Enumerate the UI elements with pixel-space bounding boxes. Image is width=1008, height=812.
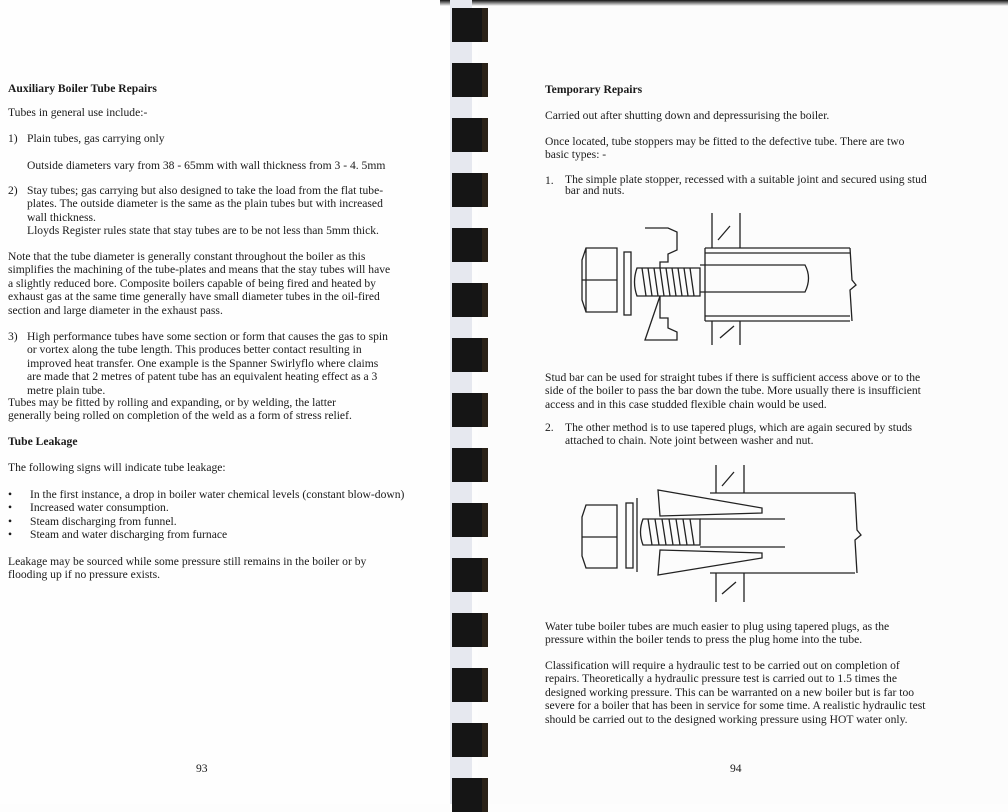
tapered-plug-diagram — [575, 462, 865, 607]
binding-loop — [452, 613, 488, 647]
list-number: 1. — [545, 174, 554, 187]
binding-loop — [452, 448, 488, 482]
binding-loop — [452, 338, 488, 372]
list-item-detail: Outside diameters vary from 38 - 65mm with wall thickness from 3 - 4. 5mm — [27, 159, 386, 172]
list-number: 1) — [8, 132, 18, 145]
list-number: 3) — [8, 330, 18, 343]
list-item: Stay tubes; gas carrying but also designed to take the load from the flat tube-plates. The outside diameter is the same as the plain tubes but with increased wall thickness. — [27, 184, 384, 224]
left-page — [0, 0, 455, 804]
page-edge-shadow — [440, 0, 1008, 6]
list-item: The simple plate stopper, recessed with a suitable joint and secured using stud bar and nuts. — [565, 173, 927, 197]
bullet-list — [8, 488, 428, 542]
paragraph: The following signs will indicate tube leakage: — [8, 461, 226, 474]
paragraph: Tubes in general use include:- — [8, 106, 148, 119]
list-item: • Steam and water discharging from furnace — [8, 528, 428, 541]
list-item: The other method is to use tapered plugs, which are again secured by studs attached to chain. Note joint between washer and nut. — [565, 421, 913, 448]
list-item: High performance tubes have some section or form that causes the gas to spin or vortex along the tube length. This produces better contact resulting in improved heat transfer. One example is the Spanner Swirlyflo where claims are made that 2 metres of patent tube has an equivalent heating effect as a 3 metre plain tube. — [27, 330, 388, 397]
spiral-binding — [448, 0, 488, 804]
paragraph: Tubes may be fitted by rolling and expanding, or by welding, the latter generally being rolled on completion of the weld as a form of stress relief. — [8, 396, 352, 423]
binding-loop — [452, 228, 488, 262]
binding-loop — [452, 668, 488, 702]
nut-shape — [582, 505, 617, 568]
list-number: 2. — [545, 421, 554, 434]
list-item-detail: Lloyds Register rules state that stay tubes are to be not less than 5mm thick. — [27, 224, 379, 237]
tube-shape — [710, 493, 861, 573]
washer-shape — [626, 503, 633, 568]
paragraph: Leakage may be sourced while some pressure still remains in the boiler or by flooding up if no pressure exists. — [8, 555, 367, 582]
list-number: 2) — [8, 184, 18, 197]
stud-bar-shape — [700, 265, 809, 292]
section-heading: Tube Leakage — [8, 435, 78, 448]
binding-loop — [452, 778, 488, 812]
tube-plate-shape — [716, 465, 744, 602]
section-heading: Auxiliary Boiler Tube Repairs — [8, 82, 157, 95]
list-item: • Steam discharging from funnel. — [8, 515, 428, 528]
list-item: Plain tubes, gas carrying only — [27, 132, 165, 145]
thread-lines — [642, 268, 694, 296]
nut-shape — [582, 248, 617, 312]
paragraph: Carried out after shutting down and depressurising the boiler. — [545, 109, 830, 122]
paragraph: Water tube boiler tubes are much easier to plug using tapered plugs, as the pressure within the boiler tends to press the plug home into the tube. — [545, 620, 890, 647]
binding-loop — [452, 118, 488, 152]
section-heading: Temporary Repairs — [545, 83, 643, 96]
plate-stopper-diagram — [575, 208, 865, 348]
page-number: 93 — [196, 762, 208, 775]
paragraph: Note that the tube diameter is generally constant throughout the boiler as this simplifies the machining of the tube-plates and means that the stay tubes will have a slightly reduced bore. Composite boilers capable of being fired and heated by exhaust gas at the same time generally have small diameter tubes in the oil-fired section and large diameter in the exhaust pass. — [8, 250, 391, 317]
tube-plate-shape — [712, 213, 740, 345]
lower-wedge-shape — [658, 550, 762, 575]
washer-shape — [624, 252, 631, 315]
threaded-stud-shape — [641, 519, 701, 545]
binding-loop — [452, 723, 488, 757]
binding-loop — [452, 8, 488, 42]
list-item: • Increased water consumption. — [8, 501, 428, 514]
binding-loop — [452, 283, 488, 317]
page-number: 94 — [730, 762, 742, 775]
upper-wedge-shape — [658, 490, 762, 516]
plug-bore-lines — [700, 519, 785, 547]
binding-loop — [452, 558, 488, 592]
binding-loop — [452, 173, 488, 207]
binding-loop — [452, 63, 488, 97]
paragraph: Stud bar can be used for straight tubes if there is sufficient access above or to the side of the boiler to pass the bar down the tube. More usually there is insufficient access and in this case studded flexible chain would be used. — [545, 371, 921, 411]
binding-loop — [452, 503, 488, 537]
tube-shape — [705, 248, 856, 321]
list-item: • In the first instance, a drop in boiler water chemical levels (constant blow-down) — [8, 488, 428, 501]
paragraph: Once located, tube stoppers may be fitted to the defective tube. There are two basic types: - — [545, 135, 905, 162]
paragraph: Classification will require a hydraulic test to be carried out on completion of repairs. Theoretically a hydraulic pressure test is carried out to 1.5 times the designed working pressure. This can be warranted on a new boiler but is far too severe for a boiler that has been in service for some time. A realistic hydraulic test should be carried out to the designed working pressure using HOT water only. — [545, 659, 926, 726]
binding-loop — [452, 393, 488, 427]
